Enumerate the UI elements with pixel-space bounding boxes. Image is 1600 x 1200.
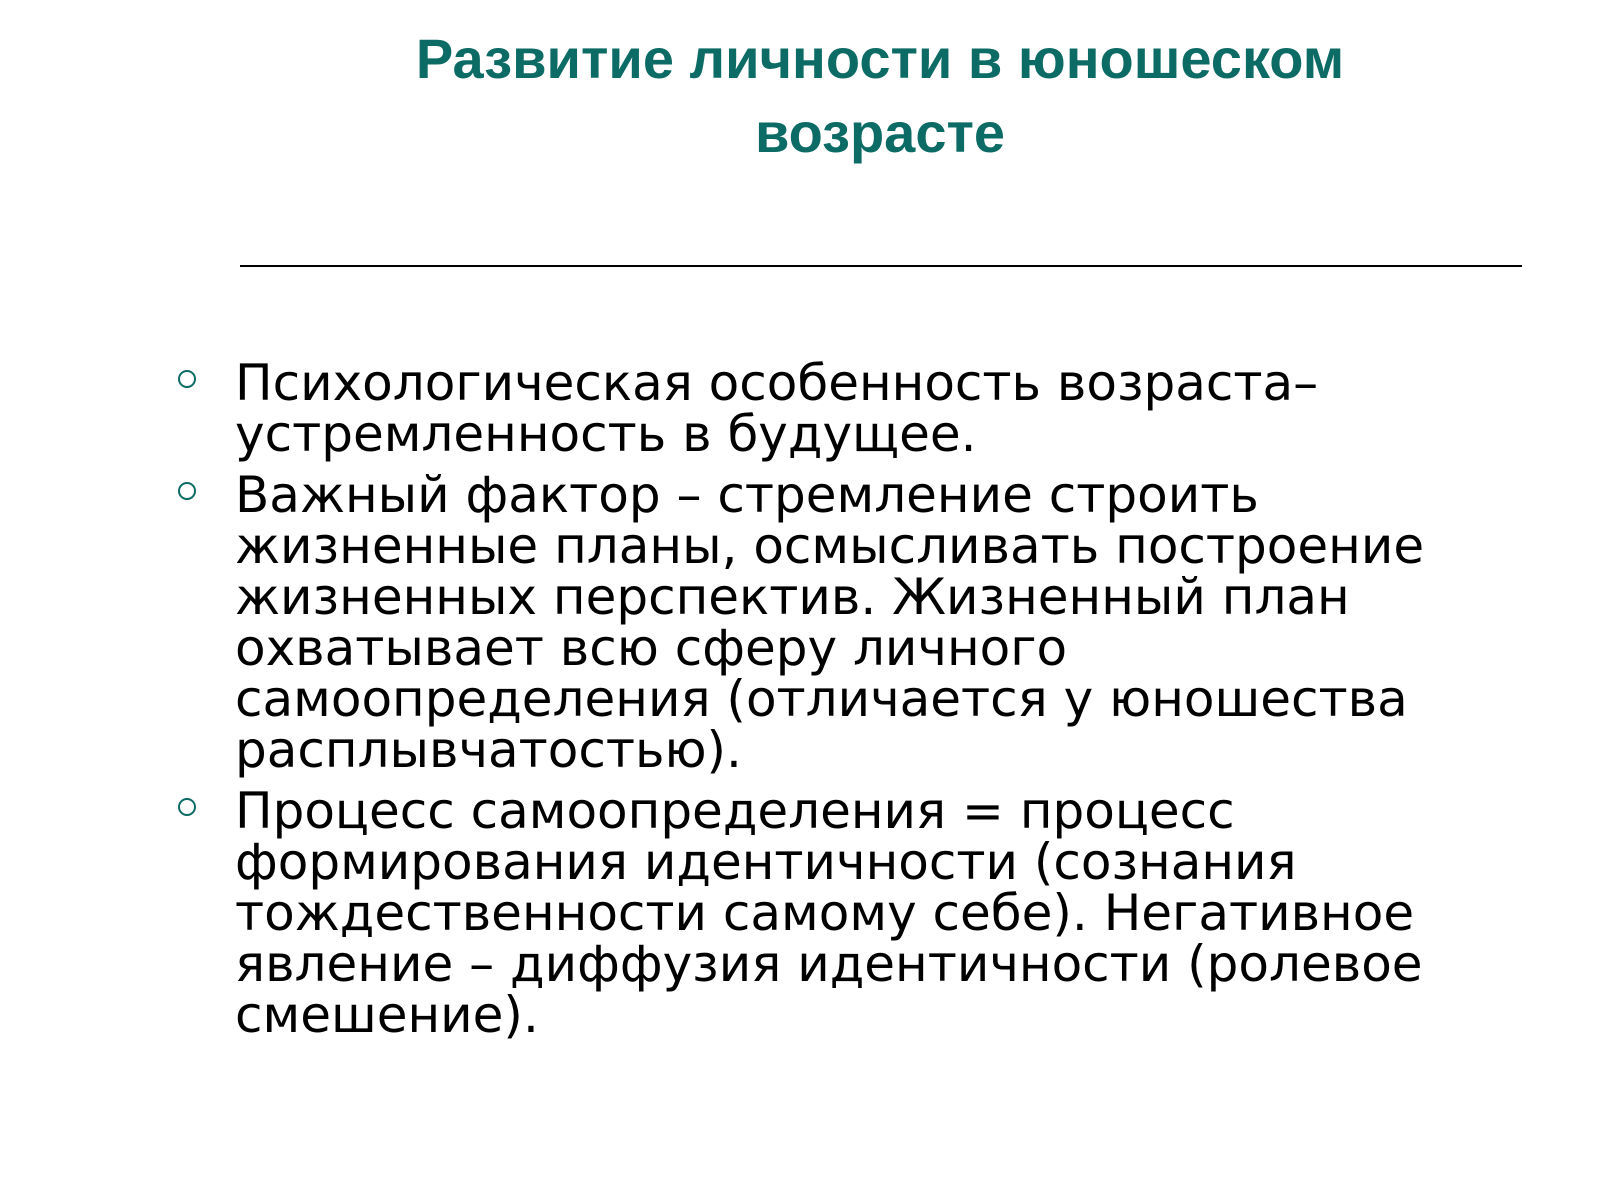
bullet-text-line: Важный фактор – стремление строить xyxy=(235,466,1259,524)
bullet-text-line: Психологическая особенность возраста– xyxy=(235,354,1319,412)
bullet-text-line: смешение). xyxy=(235,986,539,1044)
bullet-text-line: Процесс самоопределения = процесс xyxy=(235,782,1235,840)
slide-title-line: возрасте xyxy=(754,101,1006,164)
bullet-text-line: охватывает всю сферу личного xyxy=(235,619,1068,677)
bullet-text-line: явление – диффузия идентичности (ролевое xyxy=(235,935,1423,993)
hollow-circle-icon xyxy=(178,798,196,816)
bullet-item xyxy=(170,466,1560,779)
bullet-text-line: формирования идентичности (сознания xyxy=(235,833,1297,891)
bullet-text-line: жизненных перспектив. Жизненный план xyxy=(235,568,1350,626)
bullet-text-line: устремленность в будущее. xyxy=(235,405,977,463)
hollow-circle-icon xyxy=(178,370,196,388)
title-divider xyxy=(240,265,1522,267)
slide-title-line: Развитие личности в юношеском xyxy=(415,27,1345,90)
bullet-item xyxy=(170,782,1560,1044)
bullet-item xyxy=(170,354,1560,463)
bullet-list xyxy=(170,354,1560,1051)
bullet-text-line: расплывчатостью). xyxy=(235,721,742,779)
hollow-circle-icon xyxy=(178,482,196,500)
bullet-text-line: жизненные планы, осмысливать построение xyxy=(235,517,1425,575)
bullet-text-line: самоопределения (отличается у юношества xyxy=(235,670,1408,728)
slide-title xyxy=(310,22,1450,170)
bullet-text-line: тождественности самому себе). Негативное xyxy=(235,884,1415,942)
